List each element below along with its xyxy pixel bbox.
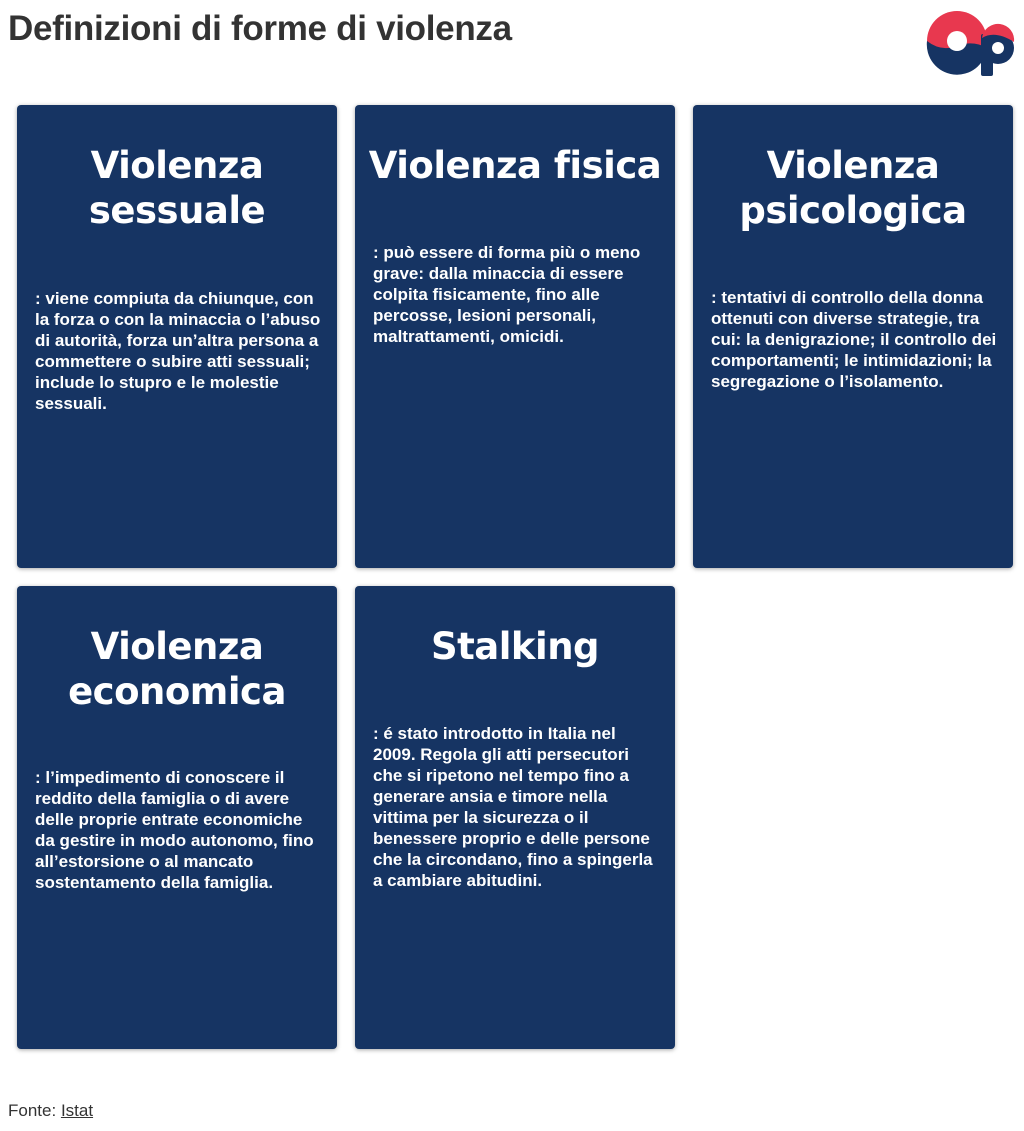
card-violenza-economica: [17, 586, 337, 1049]
card-title: Violenza economica: [68, 625, 286, 713]
card-description: : può essere di forma più o meno grave: dalla minaccia di essere colpita fisicamente, fino alle percosse, lesioni personali, maltrattamenti, omicidi.: [373, 243, 641, 346]
card-violenza-psicologica: [693, 105, 1013, 568]
op-logo-icon: [925, 8, 1017, 78]
card-description: : é stato introdotto in Italia nel 2009. Regola gli atti persecutori che si ripetono nel tempo fino a generare ansia e timore nella vittima per la sicurezza o il benessere proprio e delle persone che la circondano, fino a spingerla a cambiare abitudini.: [373, 724, 653, 890]
card-violenza-fisica: [355, 105, 675, 568]
source-link-istat[interactable]: Istat: [60, 1101, 94, 1120]
card-description: : tentativi di controllo della donna ottenuti con diverse strategie, tra cui: la denigrazione; il controllo dei comportamenti; le intimidazioni; la segregazione o l’isolamento.: [711, 288, 997, 391]
card-title: Violenza sessuale: [88, 144, 266, 232]
card-description: : viene compiuta da chiunque, con la forza o con la minaccia o l’abuso di autorità, forza un’altra persona a commettere o subire atti sessuali; include lo stupro e le molestie sessuali.: [35, 289, 321, 413]
source-note: [8, 1100, 93, 1122]
card-title: Stalking: [430, 625, 600, 668]
page-title: Definizioni di forme di violenza: [8, 9, 512, 48]
card-title: Violenza psicologica: [739, 144, 967, 232]
card-violenza-sessuale: [17, 105, 337, 568]
card-title: Violenza fisica: [368, 144, 662, 187]
card-stalking: [355, 586, 675, 1049]
source-label: Fonte:: [8, 1101, 57, 1120]
card-description: : l’impedimento di conoscere il reddito della famiglia o di avere delle proprie entrate economiche da gestire in modo autonomo, fino all’estorsione o al mancato sostentamento della famiglia.: [35, 768, 314, 892]
